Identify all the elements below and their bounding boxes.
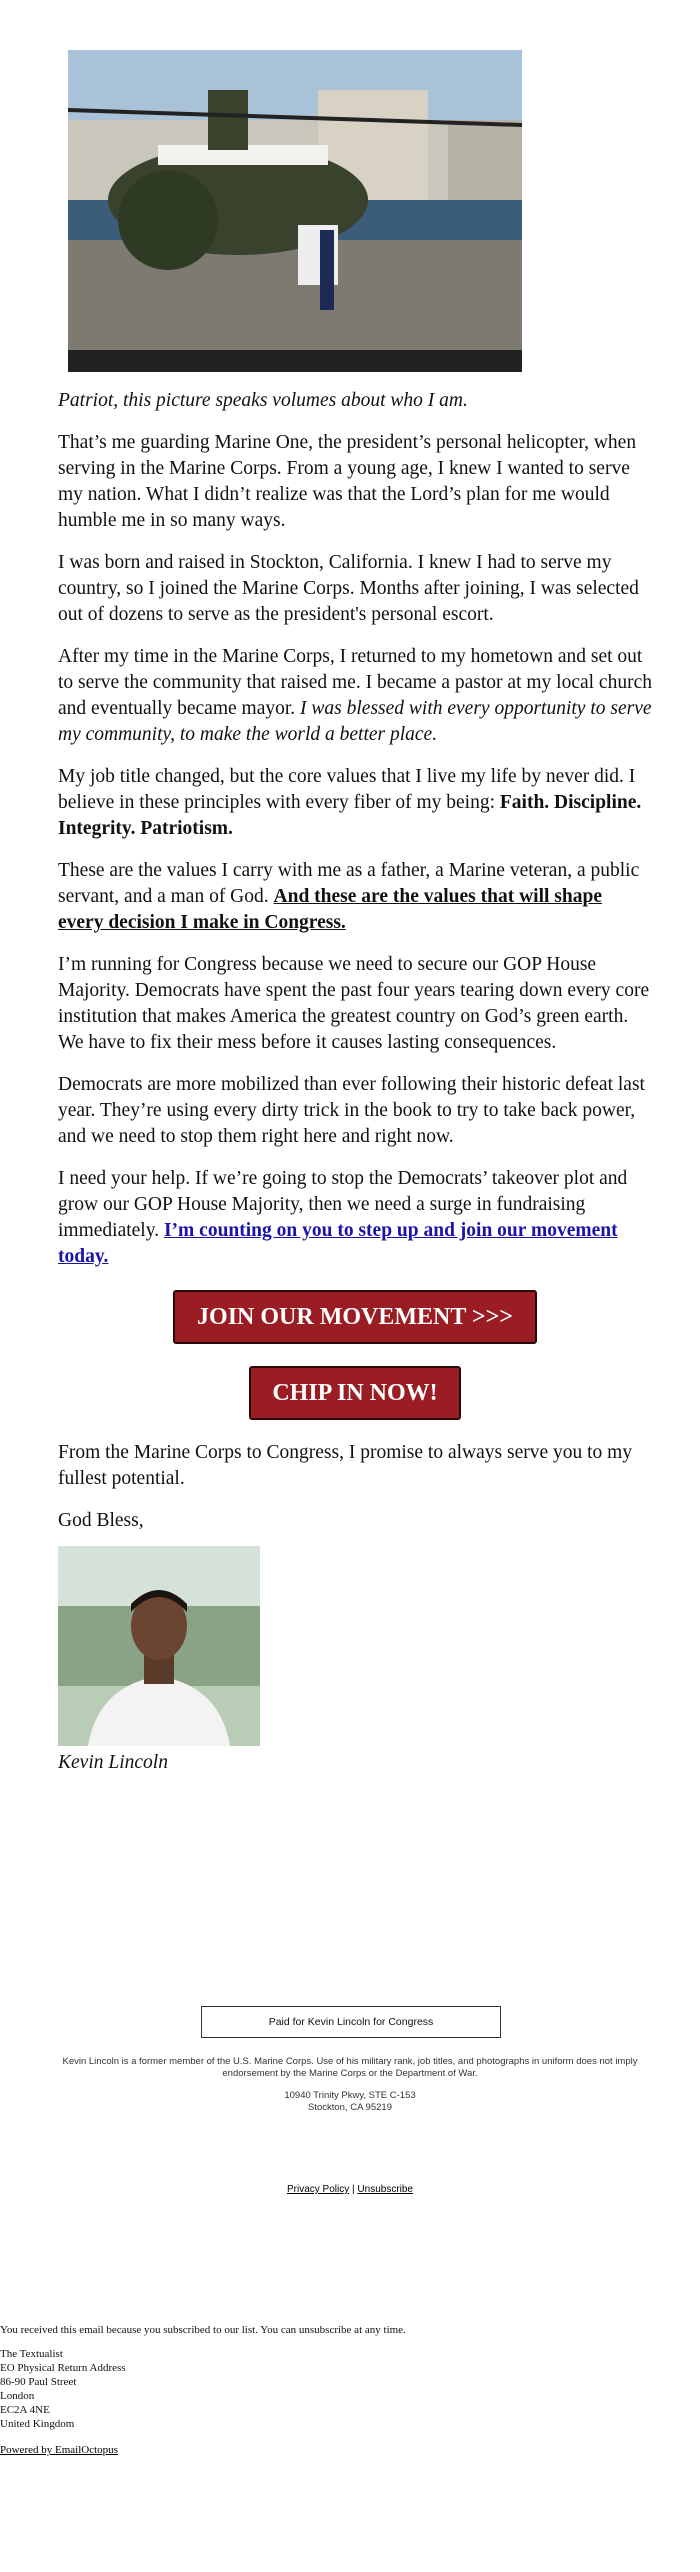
- email-body: [58, 388, 652, 1774]
- values-list: Faith. Discipline. Integrity. Patriotism.: [58, 792, 642, 839]
- join-movement-button[interactable]: JOIN OUR MOVEMENT >>>: [173, 1290, 537, 1344]
- paragraph-marine-one: That’s me guarding Marine One, the president’s personal helicopter, when serving in the Marine Corps. From a young age, I knew I wanted to serve my nation. What I didn’t realize was that the Lord’s plan for me would humble me in so many ways.: [58, 432, 637, 531]
- address-line-1: 10940 Trinity Pkwy, STE C-153: [284, 2090, 416, 2101]
- address-line-2: Stockton, CA 95219: [308, 2102, 392, 2113]
- return-address-line-1: EO Physical Return Address: [0, 2362, 126, 2374]
- link-separator: |: [349, 2184, 358, 2195]
- mailing-address: [0, 2090, 700, 2114]
- powered-by-link[interactable]: Powered by EmailOctopus: [0, 2444, 118, 2456]
- disclaimer: Kevin Lincoln is a former member of the U.S. Marine Corps. Use of his military rank, job titles, and photographs in uniform does not imply endorsement by the Marine Corps or the Department of War.: [62, 2056, 638, 2079]
- congress-values-emphasis: And these are the values that will shape every decision I make in Congress.: [58, 886, 602, 933]
- footer-links: [0, 2184, 700, 2195]
- paid-for-box: Paid for Kevin Lincoln for Congress: [201, 2006, 501, 2038]
- blessed-text: I was blessed with every opportunity to serve my community, to make the world a better place.: [58, 698, 652, 745]
- paragraph-running: I’m running for Congress because we need to secure our GOP House Majority. Democrats have spent the past four years tearing down every core institution that makes America the greatest country on God’s green earth. We have to fix their mess before it causes lasting consequences.: [58, 954, 650, 1053]
- return-address-line-3: London: [0, 2390, 35, 2402]
- paragraph-need-help: [58, 1166, 652, 1270]
- org-name: The Textualist: [0, 2348, 63, 2360]
- return-address-line-5: United Kingdom: [0, 2418, 75, 2430]
- helicopter-photo: [68, 50, 522, 372]
- pastor-text: After my time in the Marine Corps, I returned to my hometown and set out to serve the community that raised me. I became a pastor at my local church and eventually became mayor.: [58, 646, 652, 719]
- signature: Kevin Lincoln: [58, 1752, 168, 1773]
- return-address-line-2: 86-90 Paul Street: [0, 2376, 77, 2388]
- paragraph-pastor-mayor: [58, 644, 652, 748]
- subscription-notice: You received this email because you subscribed to our list. You can unsubscribe at any time.: [0, 2324, 406, 2336]
- return-address-line-4: EC2A 4NE: [0, 2404, 50, 2416]
- paragraph-congress-values: [58, 858, 652, 936]
- candidate-portrait: [58, 1546, 260, 1746]
- join-movement-link[interactable]: I’m counting on you to step up and join our movement today.: [58, 1220, 618, 1267]
- paragraph-promise: From the Marine Corps to Congress, I promise to always serve you to my fullest potential.: [58, 1442, 633, 1489]
- chip-in-button[interactable]: CHIP IN NOW!: [249, 1366, 461, 1420]
- unsubscribe-link[interactable]: Unsubscribe: [357, 2184, 413, 2195]
- paragraph-core-values: [58, 764, 652, 842]
- need-help-text: I need your help. If we’re going to stop the Democrats’ takeover plot and grow our GOP House Majority, then we need a surge in fundraising immediately.: [58, 1168, 628, 1241]
- privacy-policy-link[interactable]: Privacy Policy: [287, 2184, 350, 2195]
- photo-caption: Patriot, this picture speaks volumes about who I am.: [58, 390, 468, 411]
- paragraph-stockton: I was born and raised in Stockton, California. I knew I had to serve my country, so I joined the Marine Corps. Months after joining, I was selected out of dozens to serve as the president's personal escort.: [58, 552, 639, 625]
- values-text: My job title changed, but the core values that I live my life by never did. I believe in these principles with every fiber of my being:: [58, 766, 636, 813]
- father-text: These are the values I carry with me as a father, a Marine veteran, a public servant, and a man of God.: [58, 860, 640, 907]
- closing-greeting: God Bless,: [58, 1510, 144, 1531]
- emailoctopus-footer: [0, 2323, 700, 2457]
- paragraph-democrats: Democrats are more mobilized than ever following their historic defeat last year. They’re using every dirty trick in the book to try to take back power, and we need to stop them right here and right now.: [58, 1074, 645, 1147]
